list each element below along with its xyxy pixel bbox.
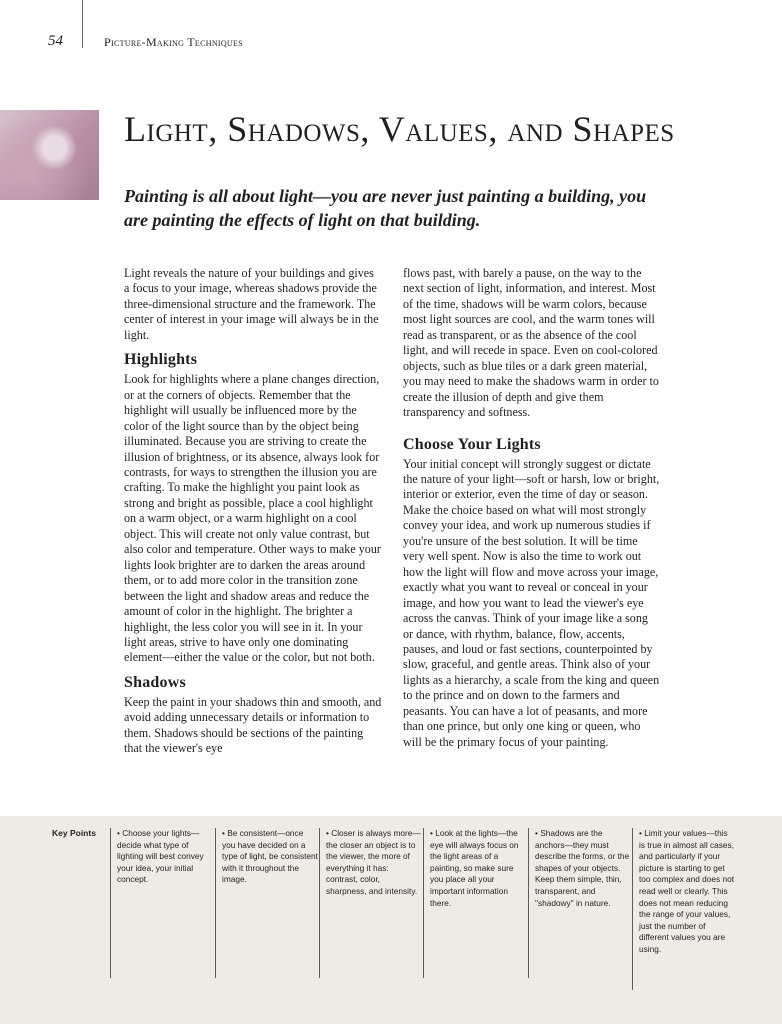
shadows-paragraph-end: flows past, with barely a pause, on the way to the next section of light, information, and interest. Most of the time, shadows will be warm colors, because most light sources are cool, and the warm tones will read as transparent, or as the absence of the cool light, and will recede in space. Even on cool-colored objects, such as blue tiles or a dark green material, you may need to make the shadows warm in order to create the illusion of depth and give them transparency and softness. bbox=[403, 266, 659, 420]
key-points-panel bbox=[0, 816, 782, 1024]
column-left bbox=[124, 266, 382, 757]
page-number: 54 bbox=[48, 33, 63, 49]
column-right bbox=[403, 266, 661, 750]
shadows-paragraph-start: Keep the paint in your shadows thin and smooth, and avoid adding unnecessary details or information to them. Shadows should be sections of the painting that the viewer's eye bbox=[124, 694, 382, 756]
key-points-label: Key Points bbox=[52, 828, 96, 838]
header-divider bbox=[82, 0, 83, 48]
highlights-heading: Highlights bbox=[124, 351, 198, 369]
key-point: • Look at the lights—the eye will always focus on the light areas of a painting, so make sure you place all your important information there. bbox=[423, 828, 526, 978]
intro-paragraph: Light reveals the nature of your buildings and gives a focus to your image, whereas shadows provide the three-dimensional structure and the framework. The center of interest in your image will always be in the light. bbox=[124, 266, 379, 342]
key-point: • Shadows are the anchors—they must describe the forms, or the shapes of your objects. Keep them simple, thin, transparent, and "shadowy" in nature. bbox=[528, 828, 631, 978]
lede: Painting is all about light—you are never just painting a building, you are painting the effects of light on that building. bbox=[124, 186, 647, 230]
shadows-heading: Shadows bbox=[124, 673, 186, 691]
highlights-paragraph: Look for highlights where a plane changes direction, or at the corners of objects. Remember that the highlight will usually be influenced more by the color of the light source than by the object being illuminated. Because you are striving to create the illusion of brightness, or its absence, always look for contrasts, for ways to strengthen the illusion you are crafting. To make the highlight you paint look as strong and bright as possible, place a cool highlight on a warm object, or a warm highlight on a cool object. This will create not only value contrast, but also color and temperature. Other ways to make your lights look brighter are to darken the areas around them, or to add more color in the transition zone between the light and shadow areas and reduce the amount of color in the highlight. The brighter a highlight, the less color you will see in it. In your light areas, strive to have only one dominating element—either the value or the color, but not both. bbox=[124, 372, 381, 665]
choose-lights-heading: Choose Your Lights bbox=[403, 435, 541, 453]
key-point: • Choose your lights—decide what type of lighting will best convey your idea, your initial concept. bbox=[110, 828, 213, 978]
key-point: • Closer is always more—the closer an object is to the viewer, the more of everything it has: contrast, color, sharpness, and intensity. bbox=[319, 828, 422, 978]
page-title: Light, Shadows, Values, and Shapes bbox=[124, 109, 675, 149]
moon-thumbnail-image bbox=[0, 110, 99, 200]
choose-lights-paragraph: Your initial concept will strongly suggest or dictate the nature of your light—soft or harsh, low or bright, interior or exterior, even the time of day or season. Make the choice based on what will most strongly convey your idea, and work up numerous studies if you're unsure of the best solution. It will be time very well spent. Now is also the time to work out how the light will flow and move across your image, exactly what you want to reveal or conceal in your image, and how you want to lead the viewer's eye across the canvas. Think of your image like a song or dance, with rhythm, balance, flow, accents, pauses, and loud or fast sections, counterpointed by slow, graceful, and gentle areas. Think also of your lights as a hierarchy, a scale from the king and queen to the prince and on down to the farmers and peasants. You can have a lot of peasants, and more than one prince, but only one king or queen, who will be the primary focus of your painting. bbox=[403, 456, 660, 749]
running-head: Picture-Making Techniques bbox=[104, 35, 243, 49]
key-point: • Limit your values—this is true in almost all cases, and particularly if your picture is starting to get too complex and does not read well or clearly. This does not mean reducing the range of your values, just the number of different values you are using. bbox=[632, 828, 735, 990]
key-point: • Be consistent—once you have decided on a type of light, be consistent with it throughout the image. bbox=[215, 828, 318, 978]
